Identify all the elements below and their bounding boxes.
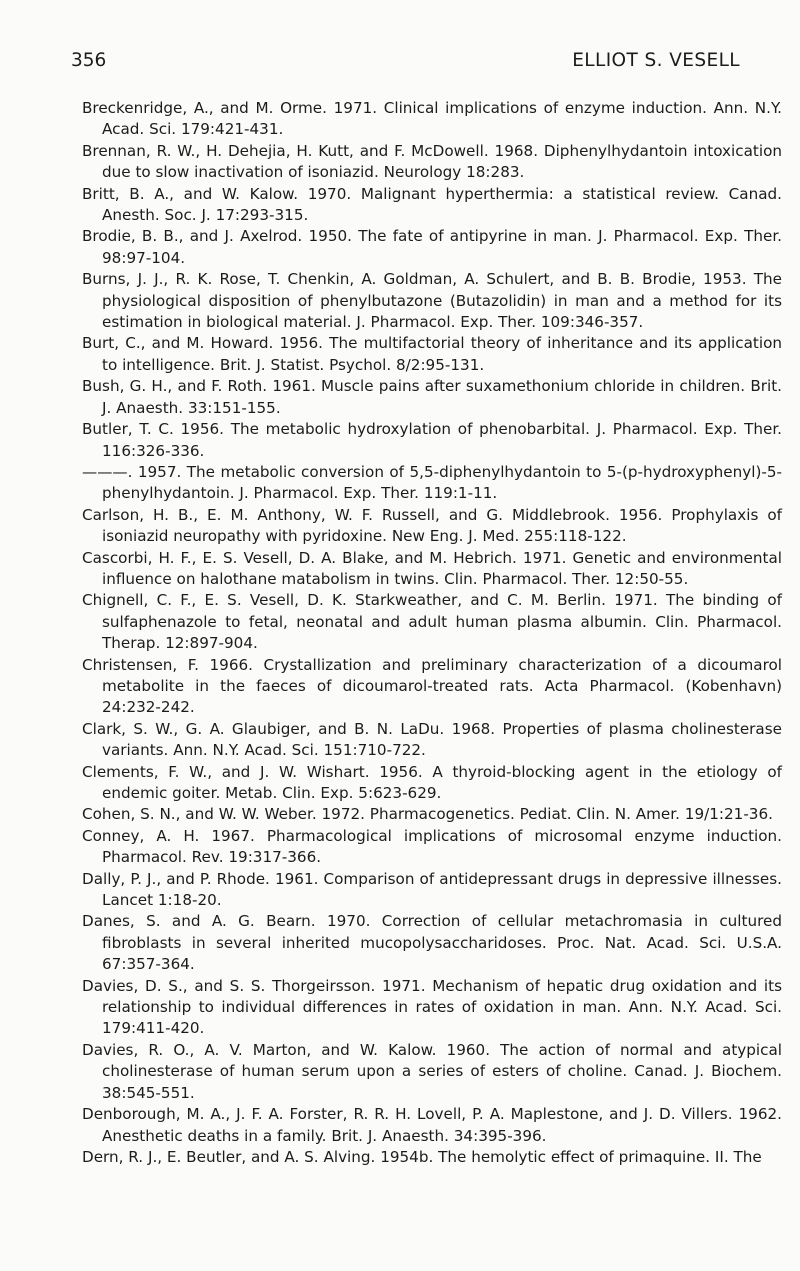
reference-entry: Clements, F. W., and J. W. Wishart. 1956. A thyroid-blocking agent in the etiology of endemic goiter. Metab. Clin. Exp. 5:623-629. (82, 762, 782, 802)
reference-entry: Dern, R. J., E. Beutler, and A. S. Alving. 1954b. The hemolytic effect of primaquine. II. The (82, 1147, 762, 1166)
reference-entry: Brodie, B. B., and J. Axelrod. 1950. The fate of antipyrine in man. J. Pharmacol. Exp. Ther. 98:97-104. (82, 227, 782, 267)
reference-entry: Brennan, R. W., H. Dehejia, H. Kutt, and F. McDowell. 1968. Diphenylhydantoin intoxication due to slow inactivation of isoniazid. Neurology 18:283. (82, 141, 782, 182)
reference-entry: Danes, S. and A. G. Bearn. 1970. Correction of cellular metachromasia in cultured fibroblasts in several inherited mucopolysaccharidoses. Proc. Nat. Acad. Sci. U.S.A. 67:357-364. (82, 912, 782, 974)
reference-entry: Davies, D. S., and S. S. Thorgeirsson. 1971. Mechanism of hepatic drug oxidation and its relationship to individual differences in rates of oxidation in man. Ann. N.Y. Acad. Sci. 179:411-420. (82, 976, 782, 1038)
reference-entry: Burt, C., and M. Howard. 1956. The multifactorial theory of inheritance and its application to intelligence. Brit. J. Statist. Psychol. 8/2:95-131. (82, 334, 782, 374)
reference-entry: Breckenridge, A., and M. Orme. 1971. Clinical implications of enzyme induction. Ann. N.Y. Acad. Sci. 179:421-431. (82, 99, 782, 139)
reference-entry: Dally, P. J., and P. Rhode. 1961. Comparison of antidepressant drugs in depressive illnesses. Lancet 1:18-20. (82, 869, 782, 910)
reference-entry: Clark, S. W., G. A. Glaubiger, and B. N. LaDu. 1968. Properties of plasma cholinesterase variants. Ann. N.Y. Acad. Sci. 151:710-722. (82, 719, 782, 760)
reference-entry: Bush, G. H., and F. Roth. 1961. Muscle pains after suxamethonium chloride in children. Brit. J. Anaesth. 33:151-155. (82, 377, 782, 417)
reference-entry: Davies, R. O., A. V. Marton, and W. Kalow. 1960. The action of normal and atypical cholinesterase of human serum upon a series of esters of choline. Canad. J. Biochem. 38:545-551. (82, 1040, 782, 1102)
reference-entry: Cohen, S. N., and W. W. Weber. 1972. Pharmacogenetics. Pediat. Clin. N. Amer. 19/1:21-36. (82, 805, 773, 824)
reference-entry: Burns, J. J., R. K. Rose, T. Chenkin, A. Goldman, A. Schulert, and B. B. Brodie, 1953. The physiological disposition of phenylbutazone (Butazolidin) in man and a method for its estimation in biological material. J. Pharmacol. Exp. Ther. 109:346-357. (82, 270, 782, 332)
reference-entry: Britt, B. A., and W. Kalow. 1970. Malignant hyperthermia: a statistical review. Canad. Anesth. Soc. J. 17:293-315. (82, 184, 782, 225)
reference-entry: ———. 1957. The metabolic conversion of 5,5-diphenylhydantoin to 5-(p-hydroxyphenyl)-5-phenylhydantoin. J. Pharmacol. Exp. Ther. 119:1-11. (82, 462, 782, 503)
running-header (71, 50, 740, 80)
reference-entry: Carlson, H. B., E. M. Anthony, W. F. Russell, and G. Middlebrook. 1956. Prophylaxis of isoniazid neuropathy with pyridoxine. New Eng. J. Med. 255:118-122. (82, 505, 782, 546)
reference-entry: Butler, T. C. 1956. The metabolic hydroxylation of phenobarbital. J. Pharmacol. Exp. Ther. 116:326-336. (82, 420, 782, 460)
reference-list (82, 98, 782, 1168)
reference-entry: Christensen, F. 1966. Crystallization and preliminary characterization of a dicoumarol metabolite in the faeces of dicoumarol-treated rats. Acta Pharmacol. (Kobenhavn) 24:232-242. (82, 655, 782, 717)
page-number: 356 (71, 50, 107, 71)
reference-entry: Conney, A. H. 1967. Pharmacological implications of microsomal enzyme induction. Pharmacol. Rev. 19:317-366. (82, 826, 782, 867)
reference-entry: Chignell, C. F., E. S. Vesell, D. K. Starkweather, and C. M. Berlin. 1971. The binding of sulfaphenazole to fetal, neonatal and adult human plasma albumin. Clin. Pharmacol. Therap. 12:897-904. (82, 591, 782, 653)
reference-entry: Denborough, M. A., J. F. A. Forster, R. R. H. Lovell, P. A. Maplestone, and J. D. Villers. 1962. Anesthetic deaths in a family. Brit. J. Anaesth. 34:395-396. (82, 1105, 782, 1145)
running-head-author: ELLIOT S. VESELL (572, 50, 740, 71)
reference-entry: Cascorbi, H. F., E. S. Vesell, D. A. Blake, and M. Hebrich. 1971. Genetic and environmental influence on halothane matabolism in twins. Clin. Pharmacol. Ther. 12:50-55. (82, 548, 782, 588)
